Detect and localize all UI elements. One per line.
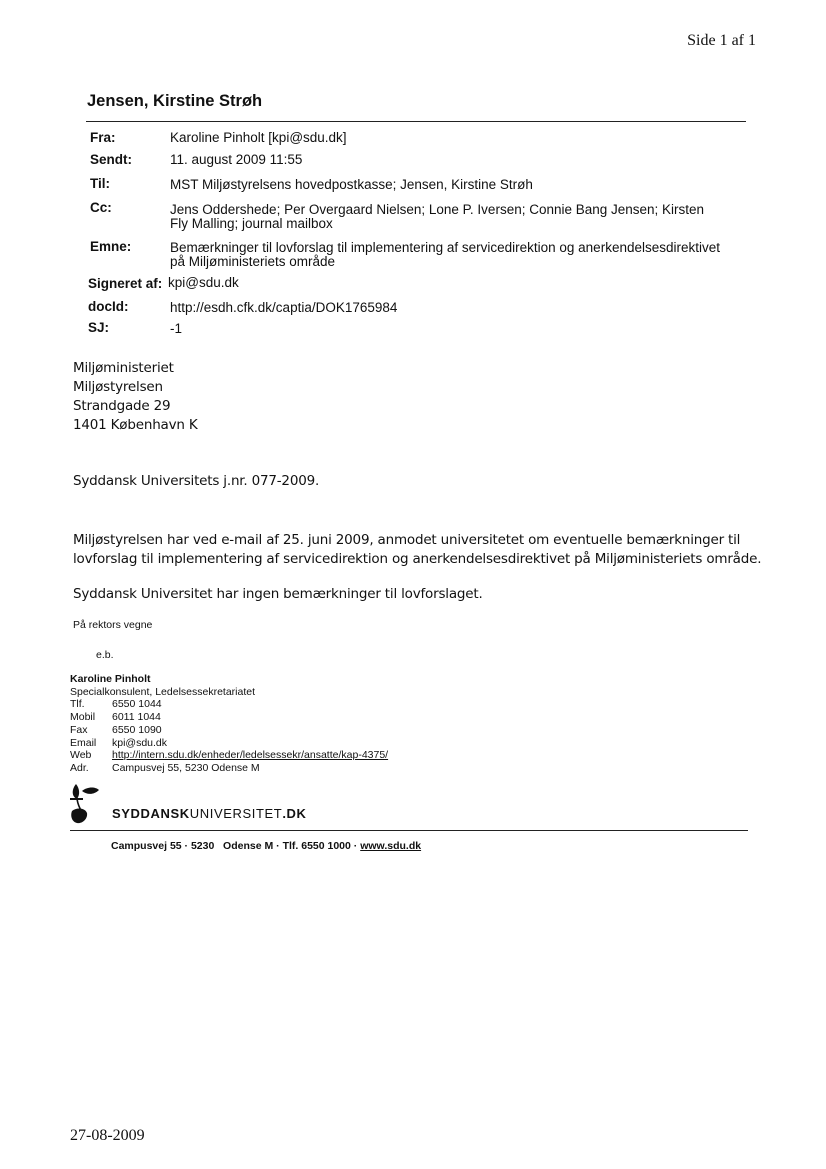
- cc-line-1: Jens Oddershede; Per Overgaard Nielsen; Lone P. Iversen; Connie Bang Jensen; Kirsten: [170, 202, 705, 217]
- address-block: [73, 359, 198, 435]
- paragraph-request-line-1: Miljøstyrelsen har ved e-mail af 25. juni 2009, anmodet universitetet om eventuelle bemærkninger til: [73, 532, 741, 548]
- email-label: Email: [70, 736, 97, 749]
- mobile-value: 6011 1044: [112, 711, 161, 724]
- print-date: 27-08-2009: [70, 1127, 145, 1144]
- web-link[interactable]: http://intern.sdu.dk/enheder/ledelsessekr/ansatte/kap-4375/: [112, 749, 389, 762]
- signature-name: Karoline Pinholt: [70, 673, 151, 685]
- cc-line-2: Fly Malling; journal mailbox: [170, 216, 333, 231]
- mobile-label: Mobil: [70, 711, 96, 724]
- address-line-1: Miljøministeriet: [73, 360, 174, 376]
- to-label: Til:: [90, 176, 110, 191]
- footer-address: Campusvej 55 · 5230 Odense M · Tlf. 6550 1000 ·: [111, 840, 361, 852]
- footer-contact: [111, 840, 421, 852]
- subject-label: Emne:: [90, 239, 132, 254]
- address-line-4: 1401 København K: [73, 417, 198, 433]
- subject-line-2: på Miljøministeriets område: [170, 254, 336, 269]
- subject-line-1: Bemærkninger til lovforslag til implementering af servicedirektion og anerkendelsesdirektivet: [170, 240, 720, 255]
- sent-value: 11. august 2009 11:55: [170, 152, 303, 167]
- address-line-2: Miljøstyrelsen: [73, 379, 163, 395]
- sender-name: Jensen, Kirstine Strøh: [87, 92, 263, 110]
- signature-web-row: [70, 749, 388, 762]
- signature-phone-row: [70, 698, 388, 711]
- from-value: Karoline Pinholt [kpi@sdu.dk]: [170, 130, 347, 145]
- sdu-logo-text: [112, 806, 307, 821]
- from-label: Fra:: [90, 130, 116, 145]
- paragraph-request: [73, 531, 761, 569]
- paragraph-no-comments: Syddansk Universitet har ingen bemærkninger til lovforslaget.: [73, 586, 483, 602]
- fax-value: 6550 1090: [112, 723, 162, 736]
- signature-email-row: [70, 737, 388, 750]
- eb-text: e.b.: [96, 649, 114, 661]
- subject-value: [170, 241, 750, 269]
- closing-text: På rektors vegne: [73, 619, 153, 631]
- web-label: Web: [70, 749, 92, 762]
- docid-label: docId:: [88, 299, 129, 314]
- phone-label: Tlf.: [70, 698, 85, 711]
- header-divider: [86, 121, 746, 122]
- to-value: MST Miljøstyrelsens hovedpostkasse; Jensen, Kirstine Strøh: [170, 177, 533, 192]
- signature-block: [70, 673, 388, 775]
- footer-web-link[interactable]: www.sdu.dk: [360, 840, 422, 852]
- cc-value: [170, 203, 750, 231]
- cc-label: Cc:: [90, 200, 112, 215]
- address-line-3: Strandgade 29: [73, 398, 171, 414]
- logo-text-bold: SYDDANSK: [112, 806, 190, 821]
- signature-title: Specialkonsulent, Ledelsessekretariatet: [70, 685, 256, 698]
- address-label: Adr.: [70, 761, 89, 774]
- signature-address-row: [70, 762, 388, 775]
- page-number: Side 1 af 1: [687, 32, 756, 49]
- phone-value: 6550 1044: [112, 698, 162, 711]
- email-value[interactable]: kpi@sdu.dk: [112, 736, 168, 749]
- sj-label: SJ:: [88, 320, 110, 335]
- signed-label: Signeret af:: [88, 276, 163, 291]
- address-value: Campusvej 55, 5230 Odense M: [112, 761, 260, 774]
- logo-text-suffix: .DK: [282, 806, 307, 821]
- sent-label: Sendt:: [90, 152, 132, 167]
- signature-fax-row: [70, 724, 388, 737]
- journal-reference: Syddansk Universitets j.nr. 077-2009.: [73, 473, 320, 489]
- signature-mobile-row: [70, 711, 388, 724]
- docid-value: http://esdh.cfk.dk/captia/DOK1765984: [170, 300, 398, 315]
- fax-label: Fax: [70, 723, 88, 736]
- footer-divider: [70, 830, 748, 831]
- signed-value: kpi@sdu.dk: [168, 275, 239, 290]
- paragraph-request-line-2: lovforslag til implementering af servicedirektion og anerkendelsesdirektivet på Miljøministeriets område.: [73, 551, 762, 567]
- sj-value: -1: [170, 321, 183, 336]
- logo-text-light: UNIVERSITET: [189, 806, 283, 821]
- sdu-logo-icon: [68, 781, 108, 825]
